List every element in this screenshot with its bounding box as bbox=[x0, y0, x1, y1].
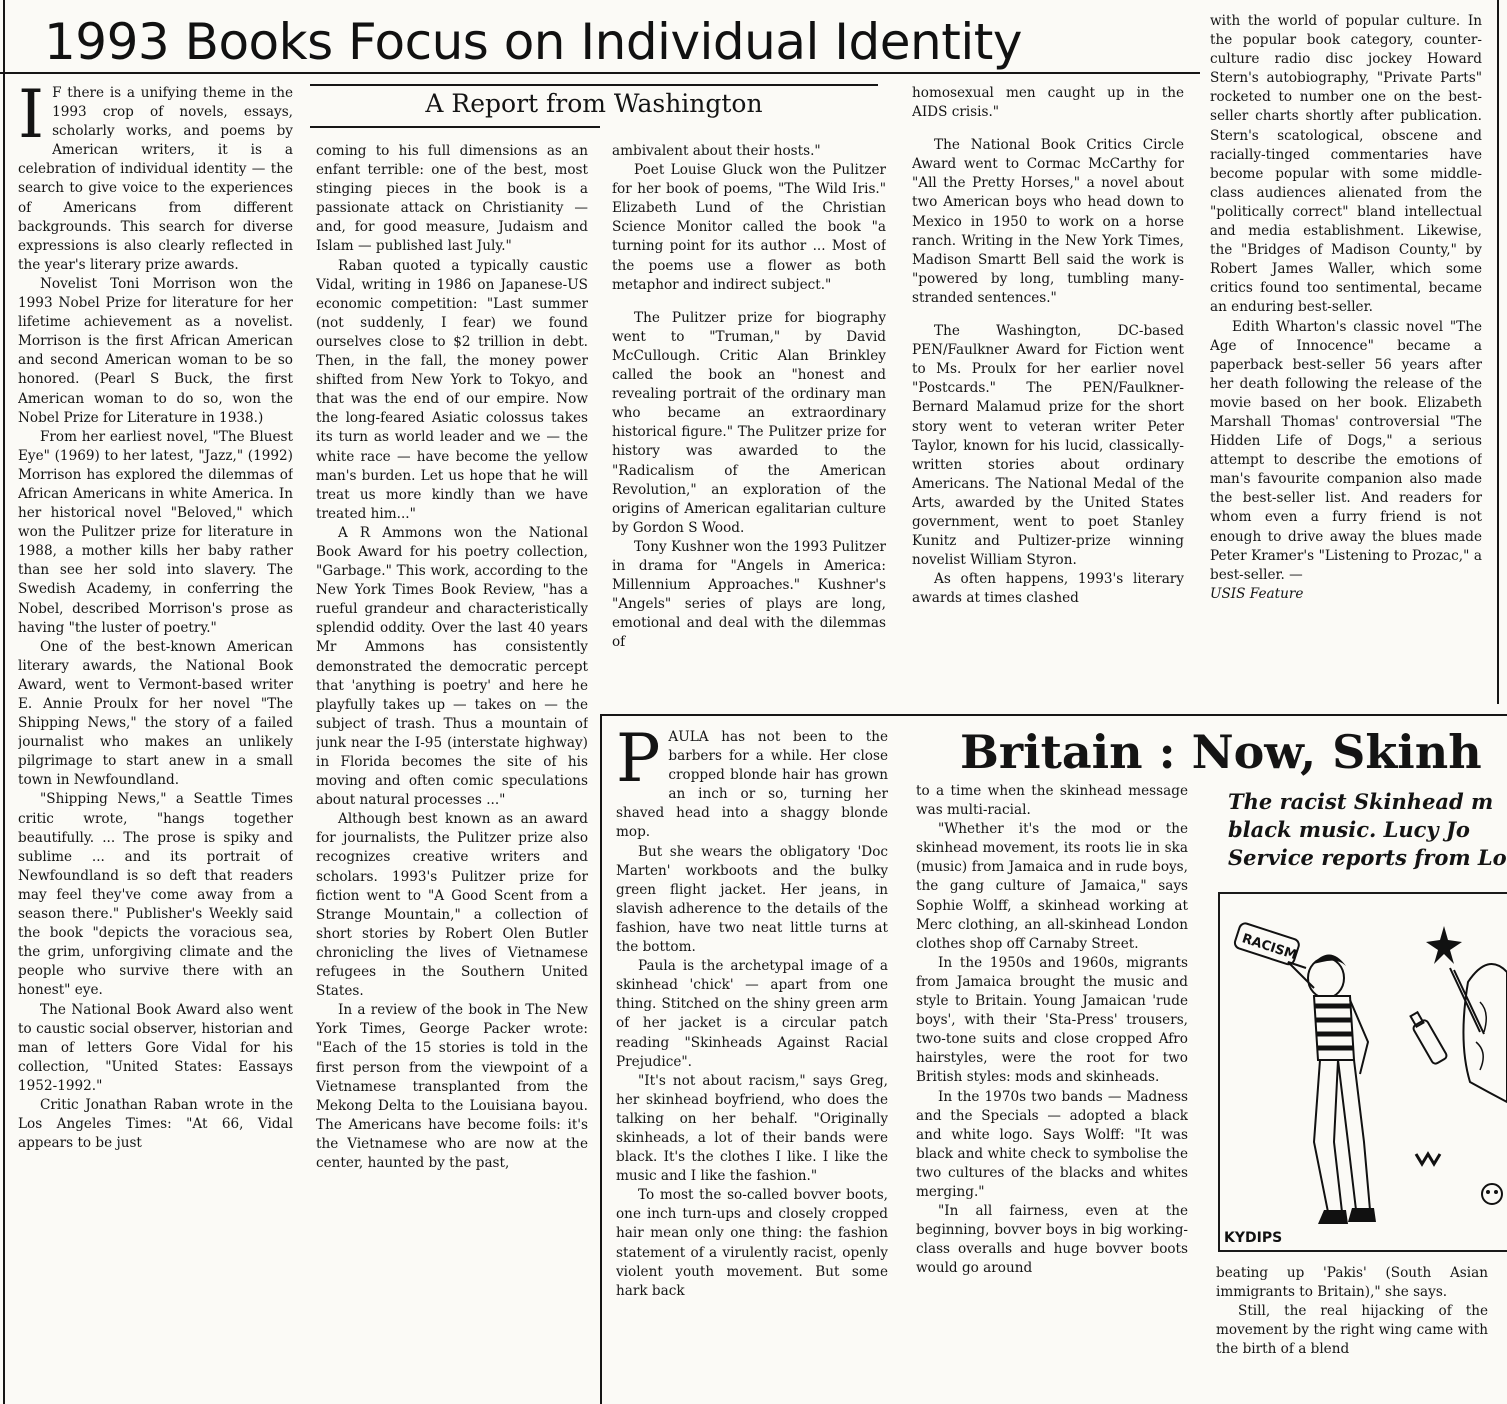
article-column-3 bbox=[612, 142, 886, 710]
skinhead-illustration bbox=[1218, 892, 1507, 1252]
britain-column-2 bbox=[916, 782, 1188, 1382]
paragraph: From her earliest novel, "The Bluest Eye" (1969) to her latest, "Jazz," (1992) Morrison has explored the dilemmas of African Americans in white America. In her historical novel "Beloved," which won the Pulitzer prize for literature in 1988, a mother kills her baby rather than see her sold into slavery. The Swedish Academy, in conferring the Nobel, described Morrison's prose as having "the luster of poetry." bbox=[18, 428, 293, 636]
paragraph: Poet Louise Gluck won the Pulitzer for her book of poems, "The Wild Iris." Elizabeth Lund of the Christian Science Monitor called the book "a turning point for its author ... Most of the poems use a flower as both metaphor and indirect subject." bbox=[612, 162, 886, 293]
article-column-5 bbox=[1210, 12, 1482, 710]
rule-right-top bbox=[1497, 0, 1499, 704]
paragraph: ambivalent about their hosts." bbox=[612, 143, 821, 159]
illustration-credit: KYDIPS bbox=[1224, 1230, 1283, 1246]
headline: 1993 Books Focus on Individual Identity bbox=[44, 13, 1022, 71]
paragraph: The Washington, DC-based PEN/Faulkner Award for Fiction went to Ms. Proulx for her earlier novel "Postcards." The PEN/Faulkner-Bernard Malamud prize for the short story went to veteran writer Peter Taylor, known for his lucid, classically-written stories about ordinary Americans. The National Medal of the Arts, awarded by the United States government, went to poet Stanley Kunitz and Pultizer-prize winning novelist William Styron. bbox=[912, 323, 1184, 569]
paragraph: Novelist Toni Morrison won the 1993 Nobel Prize for literature for her lifetime achievement as a novelist. Morrison is the first African American and second American woman to be so honored. (Pearl S Buck, the first American woman to do so, won the Nobel Prize for Literature in 1938.) bbox=[18, 275, 293, 426]
paragraph: coming to his full dimensions as an enfant terrible: one of the best, most stinging pieces in the book is a passionate attack on Christianity — and, for good measure, Judaism and Islam — published last July." bbox=[316, 143, 588, 255]
rule-britain-left bbox=[600, 714, 602, 1404]
britain-column-3 bbox=[1216, 1264, 1488, 1382]
deck-line: Service reports from Lo bbox=[1228, 845, 1507, 870]
paragraph: "It's not about racism," says Greg, her skinhead boyfriend, who does the talking on her behalf. "Originally skinheads, a lot of their bands were black. It's the clothes I like. I like the music and I like the fashion." bbox=[616, 1072, 888, 1185]
paragraph: In the 1950s and 1960s, migrants from Jamaica brought the music and style to Britain. Young Jamaican 'rude boys', with their 'Sta-Press' trousers, two-tone suits and close cropped Afro hairstyles, were the root for two British styles: mods and skinheads. bbox=[916, 954, 1188, 1086]
paragraph: One of the best-known American literary awards, the National Book Award, went to Vermont-based writer E. Annie Proulx for her novel "The Shipping News," the story of a failed journalist who makes an unlikely pilgrimage to start anew in a small town in Newfoundland. bbox=[18, 638, 293, 789]
rule-page-left bbox=[3, 0, 5, 1404]
article-column-4 bbox=[912, 84, 1184, 710]
article-column-1 bbox=[18, 84, 293, 1402]
paragraph: Edith Wharton's classic novel "The Age of Innocence" became a paperback best-seller 56 years after her death following the release of the movie based on her book. Elizabeth Marshall Thomas' controversial "The Hidden Life of Dogs," a serious attempt to describe the emotions of man's favourite companion also made the best-seller list. And readers for whom even a furry friend is not enough to drive away the blues made Peter Kramer's "Listening to Prozac," a best-seller. — bbox=[1210, 318, 1482, 583]
paragraph: with the world of popular culture. In the popular book category, counter-culture radio disc jockey Howard Stern's autobiography, "Private Parts" rocketed to number one on the best-seller charts shortly after publication. Stern's scatological, obscene and racially-tinged commentaries have become popular with some middle-class audiences alienated from the "politically correct" bland intellectual and media establishment. Likewise, the "Bridges of Madison County," by Robert James Waller, which some critics found too sentimental, became an enduring best-seller. bbox=[1210, 13, 1482, 316]
rule-under-headline bbox=[0, 72, 1200, 74]
britain-column-1 bbox=[616, 728, 888, 1382]
britain-headline: Britain : Now, Skinh bbox=[960, 725, 1482, 779]
paragraph: Although best known as an award for journalists, the Pulitzer prize also recognizes creative writers and scholars. 1993's Pulitzer prize for fiction went to "A Good Scent from a Strange Mountain," a collection of short stories by Robert Olen Butler chronicling the lives of Vietnamese refugees in the Southern United States. bbox=[316, 811, 588, 1000]
deck-line: The racist Skinhead m bbox=[1228, 789, 1494, 814]
paragraph: "Shipping News," a Seattle Times critic wrote, "hangs together beautifully. ... The prose is spiky and sublime ... and its portrait of Newfoundland is so deft that readers may feel they've come away from a season there." Publisher's Weekly said the book "depicts the voracious sea, the grim, unforgiving climate and the people who survive there with an honest" eye. bbox=[18, 791, 293, 999]
paragraph: "In all fairness, even at the beginning, bovver boys in big working-class overalls and huge bovver boots would go around bbox=[916, 1203, 1188, 1277]
paragraph: As often happens, 1993's literary awards at times clashed bbox=[912, 571, 1184, 607]
paragraph: The Pulitzer prize for biography went to "Truman," by David McCullough. Critic Alan Brinkley called the book an "honest and revealing portrait of the ordinary man who became an extraordinary historical figure." The Pulitzer prize for history was awarded to the "Radicalism of the American Revolution," an exploration of the origins of American egalitarian culture by Gordon S Wood. bbox=[612, 309, 886, 536]
deck-line: black music. Lucy Jo bbox=[1228, 817, 1470, 842]
paragraph: To most the so-called bovver boots, one inch turn-ups and closely cropped hair mean only one thing: the fashion statement of a virulently racist, openly violent youth movement. But some hark back bbox=[616, 1187, 888, 1299]
rule-subhead-bottom bbox=[310, 126, 600, 128]
paragraph: "Whether it's the mod or the skinhead movement, its roots lie in ska (music) from Jamaica and in rude boys, the gang culture of Jamaica," says Sophie Wolff, a skinhead working at Merc clothing, an all-skinhead London clothes shop off Carnaby Street. bbox=[916, 821, 1188, 952]
paragraph: Paula is the archetypal image of a skinhead 'chick' — apart from one thing. Stitched on the shiny green arm of her jacket is a circular patch reading "Skinheads Against Racial Prejudice". bbox=[616, 958, 888, 1070]
rule-britain-top bbox=[600, 714, 1507, 716]
paragraph: The National Book Critics Circle Award went to Cormac McCarthy for "All the Pretty Horses," a novel about two American boys who head down to Mexico in 1950 to work on a horse ranch. Writing in the New York Times, Madison Smartt Bell said the work is "powered by long, tumbling many-stranded sentences." bbox=[912, 137, 1184, 306]
paragraph: Still, the real hijacking of the movement by the right wing came with the birth of a blend bbox=[1216, 1303, 1488, 1358]
paragraph: homosexual men caught up in the AIDS crisis." bbox=[912, 85, 1184, 121]
subhead: A Report from Washington bbox=[425, 89, 763, 118]
paragraph: AULA has not been to the barbers for a while. Her close cropped blonde hair has grown an inch or so, turning her shaved head into a shaggy blonde mop. bbox=[616, 729, 888, 841]
byline-credit: USIS Feature bbox=[1210, 585, 1304, 602]
paragraph: But she wears the obligatory 'Doc Marten' workboots and the bulky green flight jacket. Her jeans, in slavish adherence to the details of the fashion, have two neat little turns at the bottom. bbox=[616, 843, 888, 956]
skinhead-drawing-icon bbox=[1218, 892, 1507, 1252]
paragraph: In a review of the book in The New York Times, George Packer wrote: "Each of the 15 stories is told in the first person from the viewpoint of a Vietnamese transplanted from the Mekong Delta to the Louisiana bayou. The Americans have become foils: it's the Vietnamese who are now at the center, haunted by the past, bbox=[316, 1002, 588, 1171]
paragraph: to a time when the skinhead message was multi-racial. bbox=[916, 783, 1188, 819]
drop-cap: I bbox=[18, 84, 45, 153]
article-column-2 bbox=[316, 142, 588, 1382]
paragraph: Critic Jonathan Raban wrote in the Los Angeles Times: "At 66, Vidal appears to be just bbox=[18, 1096, 293, 1152]
paragraph: A R Ammons won the National Book Award for his poetry collection, "Garbage." This work, according to the New York Times Book Review, "has a rueful grandeur and characteristically splendid oddity. Over the last 40 years Mr Ammons has consistently demonstrated the democratic percept that 'anything is poetry' and here he playfully takes up — takes on — the subject of trash. Thus a mountain of junk near the I-95 (interstate highway) in Florida becomes the site of his moving and often comic speculations about natural processes ..." bbox=[316, 524, 588, 809]
paragraph: beating up 'Pakis' (South Asian immigrants to Britain)," she says. bbox=[1216, 1265, 1488, 1301]
paragraph: The National Book Award also went to caustic social observer, historian and man of letters Gore Vidal for his collection, "United States: Eassays 1952-1992." bbox=[18, 1001, 293, 1094]
paragraph: F there is a unifying theme in the 1993 crop of novels, essays, scholarly works, and poems by American writers, it is a celebration of individual identity — the search to give voice to the experiences of Americans from different backgrounds. This search for diverse expressions is also clearly reflected in the year's literary prize awards. bbox=[18, 85, 293, 273]
bottle-label: RACISM bbox=[1240, 931, 1299, 964]
paragraph: In the 1970s two bands — Madness and the Specials — adopted a black and white logo. Says Wolff: "It was black and white check to symbolise the two cultures of the blacks and whites merging." bbox=[916, 1088, 1188, 1200]
drop-cap: P bbox=[616, 728, 661, 797]
britain-deck bbox=[1228, 788, 1507, 872]
paragraph: Tony Kushner won the 1993 Pulitzer in drama for "Angels in America: Millennium Approaches." Kushner's "Angels" series of plays are long, emotional and deal with the dilemmas of bbox=[612, 538, 886, 651]
paragraph: Raban quoted a typically caustic Vidal, writing in 1986 on Japanese-US economic competition: "Last summer (not suddenly, I fear) we found ourselves close to $2 trillion in debt. Then, in the fall, the money power shifted from New York to Tokyo, and that was the end of our empire. Now the long-feared Asiatic colossus takes its turn as world leader and we — the white race — have become the yellow man's burden. Let us hope that he will treat us more kindly than we have treated him..." bbox=[316, 257, 588, 522]
